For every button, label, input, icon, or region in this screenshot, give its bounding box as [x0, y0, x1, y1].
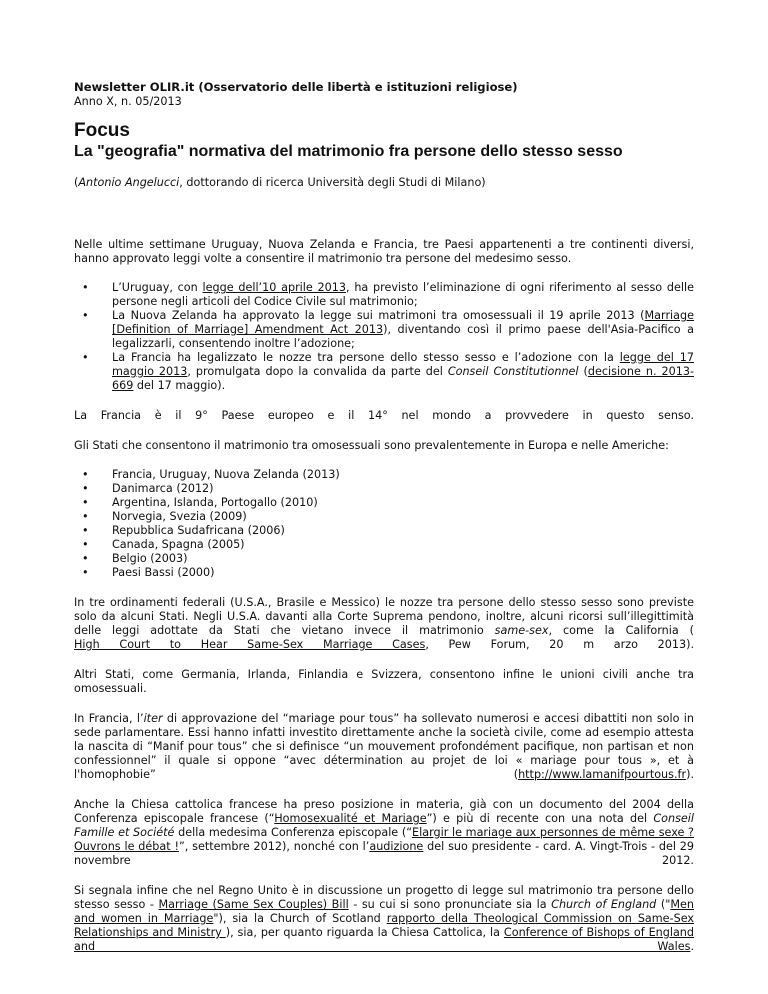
text: di approvazione del “mariage pour tous” ha sollevato numerosi e accesi dibattiti non solo in sede parlamentare. Essi hanno infatti investito direttamente anche la società civile, come ad esempio attesta la nascita di “Manif pour tous” che si definisce “un mouvement profondément pacifique, non partisan et non confessionnel” il quale si oppone “avec détermination au projet de loi « mariage pour tous », et à l'homophobie” ( [74, 712, 694, 781]
link-pew-forum[interactable]: High Court to Hear Same-Sex Marriage Cases [74, 638, 426, 651]
issue-number: Anno X, n. 05/2013 [74, 95, 182, 108]
link-men-women-marriage[interactable]: Men and women in Marriage [74, 898, 694, 925]
text: La Francia ha legalizzato le nozze tra persone dello stesso sesso e l’adozione con la [112, 351, 620, 364]
link-elargir-mariage[interactable]: Elargir le mariage aux personnes de même sexe ? Ouvrons le débat ! [74, 826, 694, 853]
text: della medesima Conferenza episcopale (“ [174, 826, 413, 839]
france-debate-paragraph [74, 712, 694, 782]
document-page [74, 80, 694, 954]
state-list-item: • Paesi Bassi (2000) [112, 566, 694, 580]
text: "), sia la Church of Scotland [213, 912, 387, 925]
ninth-country-paragraph: La Francia è il 9° Paese europeo e il 14° nel mondo a provvedere in questo senso. [74, 409, 694, 422]
list-item-uruguay [112, 281, 694, 309]
author-name: Antonio Angelucci [78, 176, 180, 189]
state-list-item: • Belgio (2003) [112, 552, 694, 566]
text: del suo presidente - card. A. Vingt-Trois - del 29 novembre 2012. [74, 840, 694, 867]
state-list-item: • Argentina, Islanda, Portogallo (2010) [112, 496, 694, 510]
states-list [74, 468, 694, 580]
text: ”, settembre 2012), nonché con l’ [178, 840, 370, 853]
uk-paragraph [74, 884, 694, 954]
section-heading: Focus [74, 120, 130, 141]
text: Si segnala infine che nel Regno Unito è in discussione un progetto di legge sul matrimonio tra persone dello stesso sesso - [74, 884, 694, 911]
state-list-item: • Francia, Uruguay, Nuova Zelanda (2013) [112, 468, 694, 482]
text: ), diventando così il primo paese dell'Asia-Pacifico a legalizzarli, consentendo inoltre l’adozione; [112, 323, 694, 350]
country-law-list [74, 281, 694, 393]
link-nz-act[interactable]: Marriage [Definition of Marriage] Amendment Act 2013 [112, 309, 694, 336]
text: , ha previsto l’eliminazione di ogni riferimento al sesso delle persone negli articoli del Codice Civile sul matrimonio; [112, 281, 694, 308]
federal-paragraph [74, 596, 694, 652]
newsletter-title: Newsletter OLIR.it (Osservatorio delle libertà e istituzioni religiose) [74, 80, 518, 94]
text: La Nuova Zelanda ha approvato la legge sui matrimoni tra omosessuali il 19 aprile 2013 ( [112, 309, 645, 322]
author-line [74, 176, 694, 190]
link-bishops-conference[interactable]: Conference of Bishops of England and Wales [74, 926, 694, 953]
state-list-item: • Repubblica Sudafricana (2006) [112, 524, 694, 538]
state-list-item: • Canada, Spagna (2005) [112, 538, 694, 552]
text: , come la California ( [548, 624, 694, 637]
text: Anche la Chiesa cattolica francese ha preso posizione in materia, già con un documento del 2004 della Conferenza episcopale francese (“ [74, 798, 694, 825]
church-paragraph [74, 798, 694, 868]
text: . [690, 940, 694, 953]
italic-text: same-sex [494, 624, 549, 637]
text: In Francia, l’ [74, 712, 144, 725]
link-france-law[interactable]: legge del 17 maggio 2013 [112, 351, 694, 378]
author-affiliation: , dottorando di ricerca Università degli Studi di Milano) [179, 176, 486, 189]
states-intro-paragraph: Gli Stati che consentono il matrimonio tra omosessuali sono prevalentemente in Europa e nelle Americhe: [74, 439, 669, 452]
italic-text: iter [143, 712, 163, 725]
link-audizione[interactable]: audizione [369, 840, 424, 853]
text: L’Uruguay, con [112, 281, 203, 294]
link-manif-pour-tous[interactable]: http://www.lamanifpourtous.fr [518, 768, 687, 781]
list-item-france [112, 351, 694, 393]
link-homosexualite-mariage[interactable]: Homosexualité et Mariage [274, 812, 427, 825]
state-list-item: • Norvegia, Svezia (2009) [112, 510, 694, 524]
other-states-paragraph: Altri Stati, come Germania, Irlanda, Finlandia e Svizzera, consentono infine le unioni civili anche tra omosessuali. [74, 668, 694, 695]
text: ( [578, 365, 588, 378]
article-title: La "geografia" normativa del matrimonio fra persone dello stesso sesso [74, 143, 623, 160]
link-marriage-bill[interactable]: Marriage (Same Sex Couples) Bill [158, 898, 349, 911]
author-open: ( [74, 176, 79, 189]
intro-paragraph: Nelle ultime settimane Uruguay, Nuova Zelanda e Francia, tre Paesi appartenenti a tre continenti diversi, hanno approvato leggi volte a consentire il matrimonio tra persone del medesimo sesso. [74, 238, 694, 265]
text: - su cui si sono pronunciate sia la [348, 898, 552, 911]
text: (" [656, 898, 671, 911]
italic-text: Church of England [551, 898, 657, 911]
text: , promulgata dopo la convalida da parte del [187, 365, 448, 378]
link-france-decision[interactable]: decisione n. 2013-669 [112, 365, 694, 392]
link-theological-commission[interactable]: rapporto della Theological Commission on Same-Sex Relationships and Ministry [74, 912, 695, 939]
text: , Pew Forum, 20 m arzo 2013). [425, 638, 694, 651]
list-item-new-zealand [112, 309, 694, 351]
text: del 17 maggio). [133, 379, 226, 392]
text: ”) e più di recente con una nota del [426, 812, 654, 825]
italic-text: Conseil Constitutionnel [447, 365, 579, 378]
text: ), sia, per quanto riguarda la Chiesa Cattolica, la [225, 926, 504, 939]
link-uruguay-law[interactable]: legge dell’10 aprile 2013 [202, 281, 347, 294]
justified-line [74, 638, 694, 652]
state-list-item: • Danimarca (2012) [112, 482, 694, 496]
text: In tre ordinamenti federali (U.S.A., Brasile e Messico) le nozze tra persone dello stesso sesso sono previste solo da alcuni Stati. Negli U.S.A. davanti alla Corte Suprema pendono, inoltre, alcuni ricorsi sull’illegittimità delle leggi adottate da Stati che vietano invece il matrimonio [74, 596, 694, 637]
text: ). [686, 768, 694, 781]
italic-text: Conseil Famille et Société [74, 812, 695, 839]
